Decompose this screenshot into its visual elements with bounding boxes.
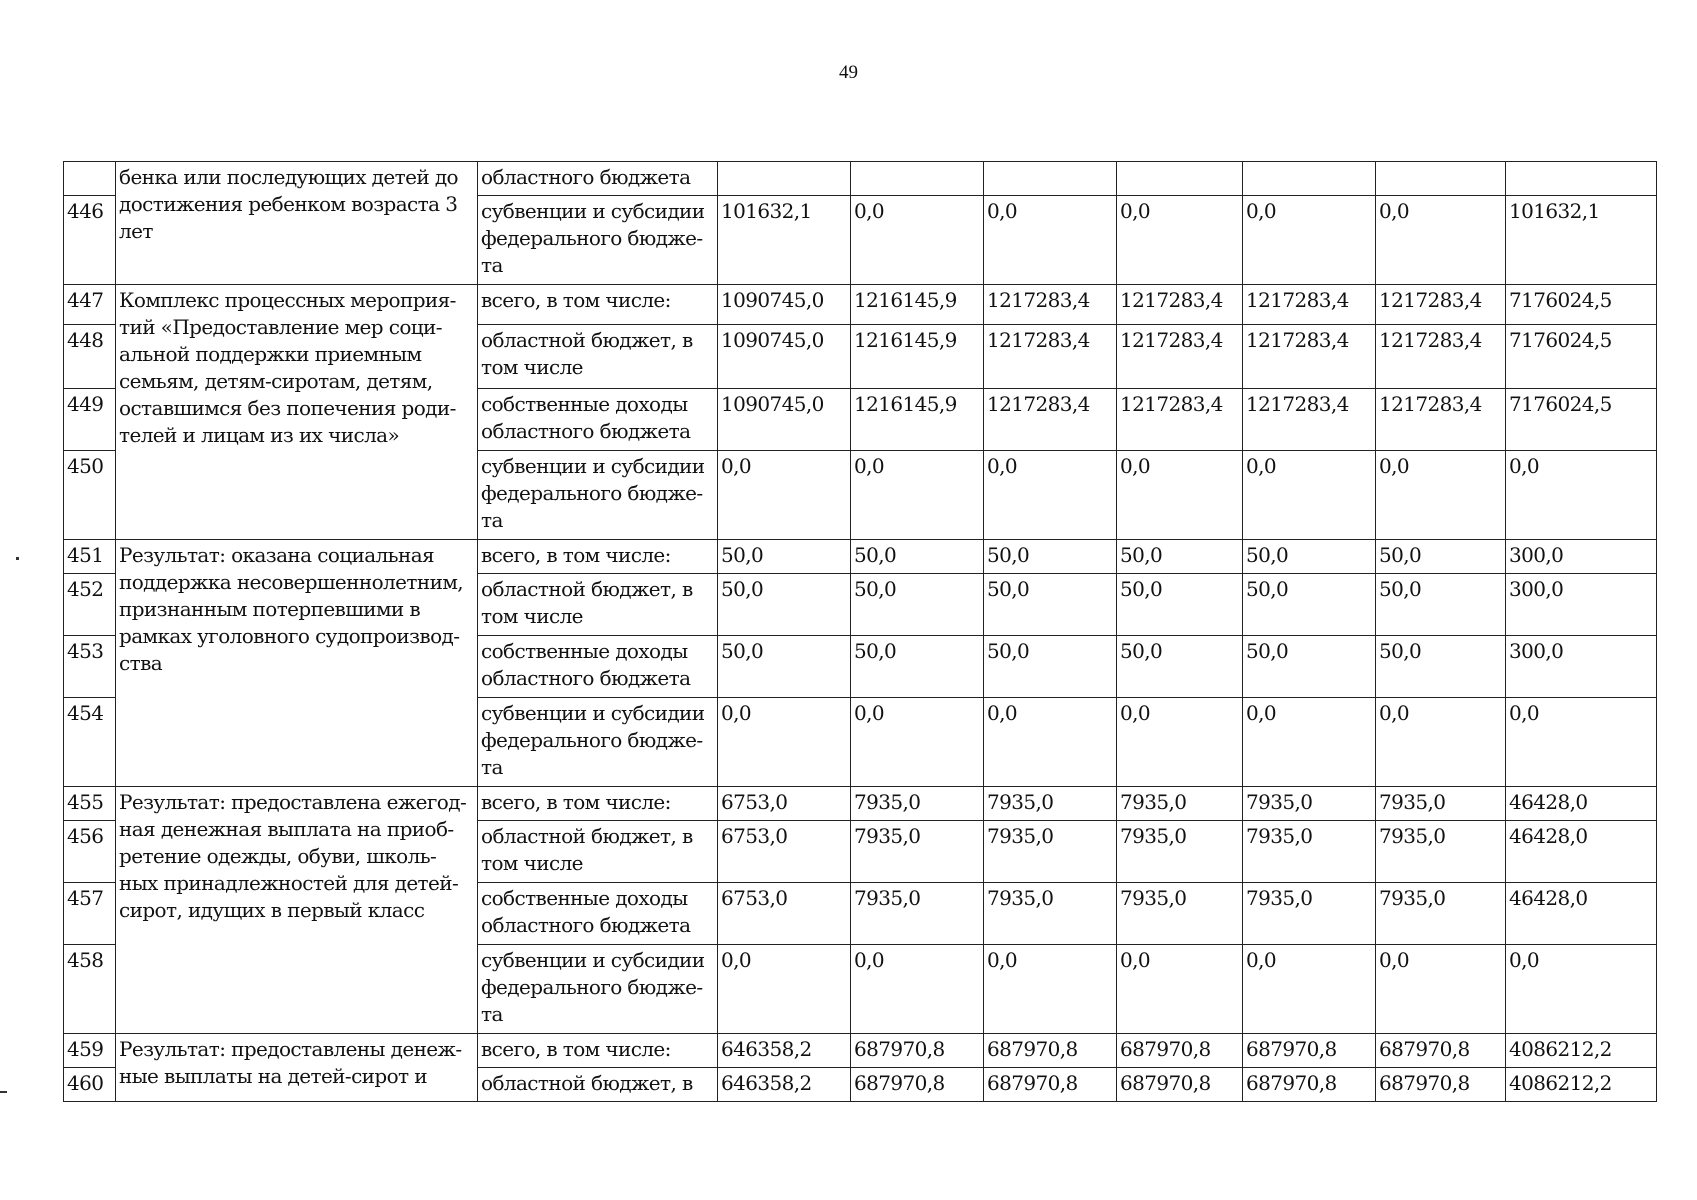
year-value-cell (851, 162, 984, 196)
year-value-cell: 7935,0 (851, 821, 984, 883)
total-value-cell: 0,0 (1506, 945, 1657, 1034)
year-value-cell: 1217283,4 (1243, 285, 1376, 325)
row-number-cell: 455 (64, 787, 116, 821)
year-value-cell: 687970,8 (1376, 1034, 1506, 1068)
total-value-cell: 300,0 (1506, 540, 1657, 574)
year-value-cell: 1217283,4 (1117, 285, 1243, 325)
year-value-cell: 0,0 (1376, 196, 1506, 285)
year-value-cell: 1090745,0 (718, 389, 851, 451)
funding-source-cell: областного бюджета (478, 162, 718, 196)
program-name-cell: Комплекс процессных мероприя-тий «Предоставление мер соци-альной поддержки приемным семьям, детям-сиротам, детям, оставшимся без попечения роди-телей и лицам из их числа» (116, 285, 478, 540)
year-value-cell: 7935,0 (1376, 787, 1506, 821)
year-value-cell: 7935,0 (851, 787, 984, 821)
row-number-cell: 458 (64, 945, 116, 1034)
year-value-cell: 1217283,4 (984, 325, 1117, 389)
program-name-cell: Результат: предоставлены денеж-ные выплаты на детей-сирот и (116, 1034, 478, 1102)
row-number-cell: 449 (64, 389, 116, 451)
year-value-cell: 50,0 (1117, 636, 1243, 698)
year-value-cell: 1216145,9 (851, 325, 984, 389)
year-value-cell: 50,0 (984, 540, 1117, 574)
year-value-cell: 0,0 (1243, 451, 1376, 540)
year-value-cell: 687970,8 (851, 1068, 984, 1102)
year-value-cell: 6753,0 (718, 883, 851, 945)
year-value-cell: 0,0 (1376, 451, 1506, 540)
funding-source-cell: всего, в том числе: (478, 787, 718, 821)
row-number-cell: 450 (64, 451, 116, 540)
year-value-cell: 50,0 (851, 574, 984, 636)
year-value-cell (984, 162, 1117, 196)
year-value-cell: 7935,0 (1376, 883, 1506, 945)
total-value-cell (1506, 162, 1657, 196)
year-value-cell (1376, 162, 1506, 196)
budget-table (63, 161, 1657, 1102)
total-value-cell: 4086212,2 (1506, 1068, 1657, 1102)
year-value-cell: 7935,0 (1117, 883, 1243, 945)
margin-dot (16, 557, 19, 560)
funding-source-cell: областной бюджет, в том числе (478, 574, 718, 636)
program-name-cell: бенка или последующих детей до достижения ребенком возраста 3 лет (116, 162, 478, 285)
year-value-cell: 0,0 (851, 698, 984, 787)
row-number-cell (64, 162, 116, 196)
year-value-cell: 687970,8 (851, 1034, 984, 1068)
year-value-cell: 1217283,4 (1117, 325, 1243, 389)
funding-source-cell: собственные доходы областного бюджета (478, 389, 718, 451)
year-value-cell: 7935,0 (1117, 787, 1243, 821)
year-value-cell: 0,0 (1376, 945, 1506, 1034)
year-value-cell: 0,0 (984, 196, 1117, 285)
year-value-cell: 50,0 (984, 636, 1117, 698)
year-value-cell: 1090745,0 (718, 325, 851, 389)
table-row (64, 285, 1657, 325)
funding-source-cell: областной бюджет, в (478, 1068, 718, 1102)
funding-source-cell: областной бюджет, в том числе (478, 325, 718, 389)
funding-source-cell: всего, в том числе: (478, 540, 718, 574)
year-value-cell: 50,0 (1117, 540, 1243, 574)
funding-source-cell: субвенции и субсидии федерального бюдже-та (478, 451, 718, 540)
year-value-cell: 7935,0 (1243, 821, 1376, 883)
year-value-cell: 1217283,4 (984, 389, 1117, 451)
year-value-cell: 50,0 (1243, 540, 1376, 574)
funding-source-cell: собственные доходы областного бюджета (478, 636, 718, 698)
year-value-cell: 7935,0 (1243, 883, 1376, 945)
year-value-cell: 0,0 (851, 451, 984, 540)
funding-source-cell: всего, в том числе: (478, 285, 718, 325)
row-number-cell: 447 (64, 285, 116, 325)
year-value-cell: 6753,0 (718, 787, 851, 821)
year-value-cell: 687970,8 (1117, 1034, 1243, 1068)
year-value-cell: 1217283,4 (1376, 285, 1506, 325)
year-value-cell: 0,0 (984, 698, 1117, 787)
year-value-cell: 0,0 (984, 451, 1117, 540)
year-value-cell: 687970,8 (984, 1068, 1117, 1102)
year-value-cell: 0,0 (1117, 945, 1243, 1034)
year-value-cell: 0,0 (1117, 196, 1243, 285)
total-value-cell: 0,0 (1506, 451, 1657, 540)
program-name-cell: Результат: предоставлена ежегод-ная денежная выплата на приоб-ретение одежды, обуви, школь-ных принадлежностей для детей-сирот, идущих в первый класс (116, 787, 478, 1034)
year-value-cell: 687970,8 (1117, 1068, 1243, 1102)
page-number: 49 (839, 62, 858, 83)
year-value-cell: 0,0 (1243, 945, 1376, 1034)
year-value-cell: 50,0 (1376, 636, 1506, 698)
year-value-cell: 50,0 (1243, 636, 1376, 698)
year-value-cell: 1217283,4 (1376, 389, 1506, 451)
year-value-cell: 101632,1 (718, 196, 851, 285)
margin-mark (0, 1091, 7, 1093)
total-value-cell: 46428,0 (1506, 787, 1657, 821)
funding-source-cell: субвенции и субсидии федерального бюдже-та (478, 698, 718, 787)
year-value-cell: 1217283,4 (1243, 389, 1376, 451)
total-value-cell: 7176024,5 (1506, 325, 1657, 389)
row-number-cell: 454 (64, 698, 116, 787)
year-value-cell: 0,0 (1243, 698, 1376, 787)
year-value-cell: 0,0 (718, 698, 851, 787)
funding-source-cell: областной бюджет, в том числе (478, 821, 718, 883)
row-number-cell: 459 (64, 1034, 116, 1068)
total-value-cell: 300,0 (1506, 636, 1657, 698)
table-body (64, 162, 1657, 1102)
year-value-cell: 50,0 (851, 636, 984, 698)
year-value-cell: 646358,2 (718, 1068, 851, 1102)
year-value-cell: 646358,2 (718, 1034, 851, 1068)
year-value-cell: 50,0 (718, 574, 851, 636)
row-number-cell: 451 (64, 540, 116, 574)
total-value-cell: 101632,1 (1506, 196, 1657, 285)
row-number-cell: 448 (64, 325, 116, 389)
row-number-cell: 457 (64, 883, 116, 945)
row-number-cell: 460 (64, 1068, 116, 1102)
year-value-cell: 50,0 (718, 636, 851, 698)
total-value-cell: 0,0 (1506, 698, 1657, 787)
year-value-cell: 1217283,4 (984, 285, 1117, 325)
year-value-cell (1117, 162, 1243, 196)
year-value-cell: 0,0 (1117, 451, 1243, 540)
year-value-cell: 0,0 (1243, 196, 1376, 285)
year-value-cell: 50,0 (851, 540, 984, 574)
total-value-cell: 7176024,5 (1506, 389, 1657, 451)
year-value-cell: 7935,0 (1243, 787, 1376, 821)
year-value-cell: 1217283,4 (1376, 325, 1506, 389)
table-row (64, 540, 1657, 574)
year-value-cell: 687970,8 (1243, 1034, 1376, 1068)
year-value-cell: 1217283,4 (1243, 325, 1376, 389)
year-value-cell: 50,0 (984, 574, 1117, 636)
year-value-cell: 50,0 (718, 540, 851, 574)
year-value-cell: 0,0 (984, 945, 1117, 1034)
year-value-cell: 1216145,9 (851, 285, 984, 325)
year-value-cell: 7935,0 (851, 883, 984, 945)
year-value-cell: 0,0 (1376, 698, 1506, 787)
year-value-cell: 50,0 (1117, 574, 1243, 636)
year-value-cell: 0,0 (718, 451, 851, 540)
year-value-cell: 7935,0 (1376, 821, 1506, 883)
total-value-cell: 7176024,5 (1506, 285, 1657, 325)
funding-source-cell: субвенции и субсидии федерального бюдже-та (478, 945, 718, 1034)
year-value-cell: 0,0 (718, 945, 851, 1034)
program-name-cell: Результат: оказана социальная поддержка несовершеннолетним, признанным потерпевшими в рамках уголовного судопроизвод-ства (116, 540, 478, 787)
funding-source-cell: всего, в том числе: (478, 1034, 718, 1068)
total-value-cell: 4086212,2 (1506, 1034, 1657, 1068)
year-value-cell: 7935,0 (984, 821, 1117, 883)
year-value-cell: 1217283,4 (1117, 389, 1243, 451)
row-number-cell: 446 (64, 196, 116, 285)
year-value-cell: 0,0 (851, 945, 984, 1034)
year-value-cell: 7935,0 (984, 787, 1117, 821)
year-value-cell: 6753,0 (718, 821, 851, 883)
year-value-cell: 50,0 (1243, 574, 1376, 636)
year-value-cell: 50,0 (1376, 574, 1506, 636)
year-value-cell: 1090745,0 (718, 285, 851, 325)
year-value-cell (718, 162, 851, 196)
row-number-cell: 452 (64, 574, 116, 636)
row-number-cell: 453 (64, 636, 116, 698)
year-value-cell: 687970,8 (1376, 1068, 1506, 1102)
total-value-cell: 46428,0 (1506, 821, 1657, 883)
year-value-cell (1243, 162, 1376, 196)
table-row (64, 1034, 1657, 1068)
total-value-cell: 300,0 (1506, 574, 1657, 636)
year-value-cell: 0,0 (1117, 698, 1243, 787)
funding-source-cell: собственные доходы областного бюджета (478, 883, 718, 945)
row-number-cell: 456 (64, 821, 116, 883)
year-value-cell: 7935,0 (1117, 821, 1243, 883)
table-row (64, 787, 1657, 821)
table-row (64, 162, 1657, 196)
year-value-cell: 687970,8 (984, 1034, 1117, 1068)
year-value-cell: 687970,8 (1243, 1068, 1376, 1102)
total-value-cell: 46428,0 (1506, 883, 1657, 945)
funding-source-cell: субвенции и субсидии федерального бюдже-та (478, 196, 718, 285)
year-value-cell: 7935,0 (984, 883, 1117, 945)
year-value-cell: 0,0 (851, 196, 984, 285)
year-value-cell: 50,0 (1376, 540, 1506, 574)
year-value-cell: 1216145,9 (851, 389, 984, 451)
